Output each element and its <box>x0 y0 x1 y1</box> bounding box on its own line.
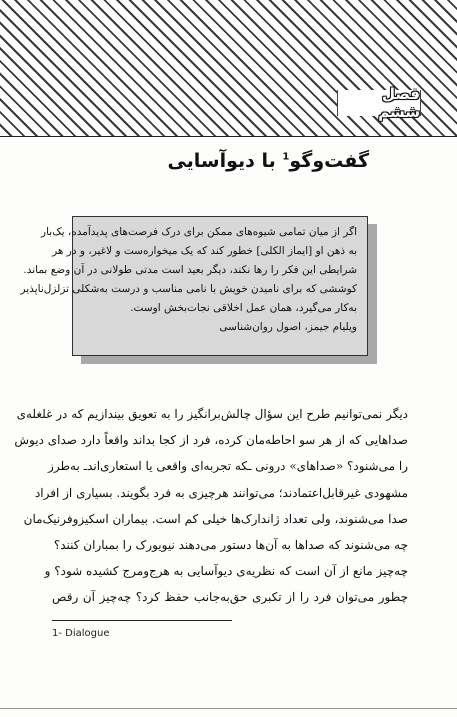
chapter-title <box>69 150 369 172</box>
quote-line-last: به‌کار می‌گیرد، همان عمل اخلاقی نجات‌بخش اوست. <box>130 302 357 314</box>
epigraph-quote-box <box>20 216 368 356</box>
quote-attribution: ویلیام جیمز، اصول روان‌شناسی <box>219 321 357 333</box>
chapter-tab <box>337 85 421 121</box>
title-footnote-mark: 1 <box>282 151 290 163</box>
body-line: چه می‌شنوند که صداها به آن‌ها دستور می‌دهند نیویورک را بمباران کنند؟ <box>53 538 408 553</box>
title-rest: با دیوآسایی <box>167 150 283 172</box>
quote-line: کوششی که برای نامیدن خویش با نامی مناسب و درست به‌شکلی تزلزل‌ناپذیر <box>20 283 357 295</box>
footnote: 1- Dialogue <box>52 628 110 639</box>
body-line: صدا می‌شنوند، ولی تعداد ژاندارک‌ها خیلی کم است. بیماران اسکیزوفرنیک‌مان <box>23 511 408 526</box>
body-line: صداهایی که از هر سو احاطه‌مان کرده، فرد از کجا بداند واقعاً دارد صدای دیوش <box>14 433 408 448</box>
title-main: گفت‌وگو <box>289 150 369 172</box>
body-line: چه‌چیز مانع از آن است که نظریه‌ی دیوآسایی به هرج‌ومرج کشیده شود؟ و <box>44 564 408 579</box>
body-line: چطور می‌توان فرد را از تکبری حق‌به‌جانب حفظ کرد؟ چه‌چیز آن رقص <box>52 590 408 605</box>
body-line: را می‌شنود؟ «صداهای» درونی ـکه تجربه‌ای واقعی یا استعاری‌اندـ به‌طرز <box>48 459 408 474</box>
body-line: دیگر نمی‌توانیم طرح این سؤال چالش‌برانگیز را به تعویق بیندازیم که در غلغله‌ی <box>16 407 408 421</box>
body-line: مشهودی غیرقابل‌اعتمادند؛ می‌توانند هرچیزی به فرد بگویند. بسیاری از افراد <box>34 485 408 500</box>
page-bottom-edge <box>0 708 457 709</box>
quote-line: اگر از میان تمامی شیوه‌های ممکن برای درک فرصت‌های پدیدآمده، یک‌بار <box>41 226 357 238</box>
striped-header-band <box>0 0 457 137</box>
body-paragraph <box>14 401 408 611</box>
quote-line: شرایطی این فکر را رها نکند، دیگر بعید است مدتی طولانی در آن وضع بماند. <box>23 264 357 276</box>
chapter-label: فصل ششم <box>378 85 420 121</box>
quote-line: به ذهن او [ایماز الکلی] خطور کند که یک میخواره‌ست و لاغیر، و در هر <box>52 245 357 257</box>
footnote-divider <box>52 620 232 621</box>
